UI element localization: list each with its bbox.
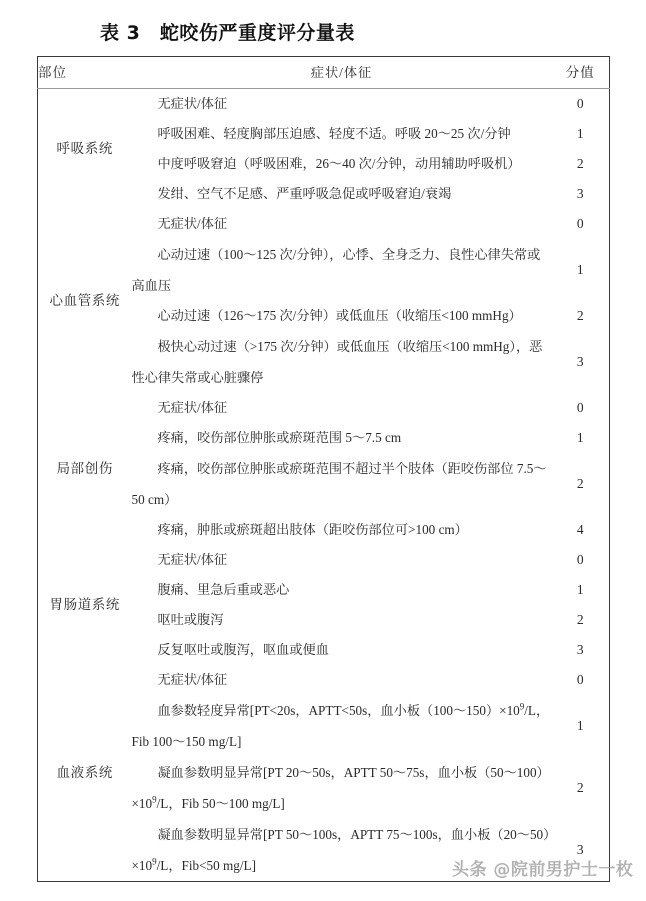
symptom-text: 心动过速（100～125 次/分钟），心悸、全身乏力、良性心律失常或高血压	[131, 247, 541, 293]
symptom-text: 无症状/体征	[157, 552, 228, 567]
score-cell: 1	[576, 430, 584, 446]
symptom-cell	[132, 119, 552, 149]
score-cell: 1	[576, 262, 584, 278]
symptom-text: 中度呼吸窘迫（呼吸困难，26～40 次/分钟，动用辅助呼吸机）	[157, 156, 521, 171]
column-header-region: 部位	[38, 64, 67, 80]
symptom-cell	[132, 635, 552, 665]
symptom-cell	[132, 301, 552, 331]
symptom-text: 腹痛、里急后重或恶心	[157, 582, 290, 597]
region-label: 胃肠道系统	[49, 597, 120, 613]
score-cell: 3	[576, 642, 584, 658]
symptom-cell	[132, 149, 552, 179]
symptom-text: 呼吸困难、轻度胸部压迫感、轻度不适。呼吸 20～25 次/分钟	[157, 126, 511, 141]
symptom-text: 呕吐或腹泻	[157, 612, 224, 627]
column-header-symptom: 症状/体征	[310, 64, 373, 80]
symptom-cell	[132, 423, 552, 453]
symptom-cell	[132, 331, 552, 393]
symptom-cell	[132, 575, 552, 605]
region-label: 呼吸系统	[56, 141, 113, 157]
symptom-cell	[132, 695, 552, 757]
snakebite-severity-score-table	[37, 56, 610, 882]
symptom-cell	[132, 605, 552, 635]
score-cell: 2	[576, 156, 584, 172]
score-cell: 0	[576, 400, 584, 416]
table-header	[38, 57, 610, 89]
score-cell: 0	[576, 552, 584, 568]
symptom-cell	[132, 757, 552, 819]
score-cell: 2	[576, 780, 584, 796]
score-cell: 0	[576, 96, 584, 112]
table-row	[38, 665, 610, 695]
symptom-text: 无症状/体征	[157, 216, 228, 231]
score-cell: 4	[576, 522, 584, 538]
symptom-cell	[132, 209, 552, 239]
symptom-cell	[132, 453, 552, 515]
symptom-text: 疼痛，咬伤部位肿胀或瘀斑范围不超过半个肢体（距咬伤部位 7.5～50 cm）	[131, 461, 547, 507]
score-cell: 2	[576, 612, 584, 628]
symptom-text: 无症状/体征	[157, 400, 228, 415]
region-label: 心血管系统	[49, 293, 120, 309]
symptom-text: 无症状/体征	[157, 96, 228, 111]
score-cell: 3	[576, 842, 584, 858]
table-row	[38, 209, 610, 239]
symptom-cell	[132, 393, 552, 423]
symptom-text: 反复呕吐或腹泻，呕血或便血	[157, 642, 329, 657]
symptom-text: 极快心动过速（>175 次/分钟）或低血压（收缩压<100 mmHg），恶性心律失常或心脏骤停	[131, 339, 543, 385]
score-cell: 1	[576, 126, 584, 142]
score-cell: 1	[576, 718, 584, 734]
score-cell: 1	[576, 582, 584, 598]
symptom-cell	[132, 239, 552, 301]
table-row	[38, 545, 610, 575]
symptom-cell	[132, 89, 552, 120]
region-label: 血液系统	[56, 765, 113, 781]
symptom-text: 无症状/体征	[157, 672, 228, 687]
symptom-cell	[132, 665, 552, 695]
symptom-text: 疼痛，肿胀或瘀斑超出肢体（距咬伤部位可>100 cm）	[157, 522, 468, 537]
region-label: 局部创伤	[56, 461, 113, 477]
symptom-text: 疼痛，咬伤部位肿胀或瘀斑范围 5～7.5 cm	[157, 430, 402, 445]
symptom-text: 血参数轻度异常[PT<20s，APTT<50s，血小板$(100\sim 150)\times 10^9/L$，Fib 100～150 mg/L]	[131, 701, 550, 749]
score-cell: 0	[576, 216, 584, 232]
table-body	[38, 89, 610, 882]
symptom-cell	[132, 179, 552, 209]
score-cell: 2	[576, 308, 584, 324]
symptom-text: 凝血参数明显异常[PT 20～50s，APTT 50～75s，血小板$(50\sim 100)\times 10^9/L$，Fib 50～100 mg/L]	[131, 765, 550, 811]
symptom-cell	[132, 545, 552, 575]
watermark: 头条 @院前男护士一枚	[452, 860, 634, 880]
column-header-score: 分值	[565, 64, 595, 80]
table-header-row	[38, 57, 610, 89]
symptom-text: 凝血参数明显异常[PT 50～100s，APTT 75～100s，血小板$(20\sim 50)\times 10^9/L$，Fib<50 mg/L]	[131, 827, 550, 873]
score-cell: 3	[576, 354, 584, 370]
symptom-text: 心动过速（126～175 次/分钟）或低血压（收缩压<100 mmHg）	[157, 308, 522, 323]
symptom-text: 发绀、空气不足感、严重呼吸急促或呼吸窘迫/衰竭	[157, 186, 452, 201]
table-row	[38, 393, 610, 423]
page-title: 表 3 蛇咬伤严重度评分量表	[100, 22, 355, 44]
symptom-cell	[132, 515, 552, 545]
table-row	[38, 89, 610, 120]
score-cell: 2	[576, 476, 584, 492]
score-cell: 0	[576, 672, 584, 688]
score-cell: 3	[576, 186, 584, 202]
